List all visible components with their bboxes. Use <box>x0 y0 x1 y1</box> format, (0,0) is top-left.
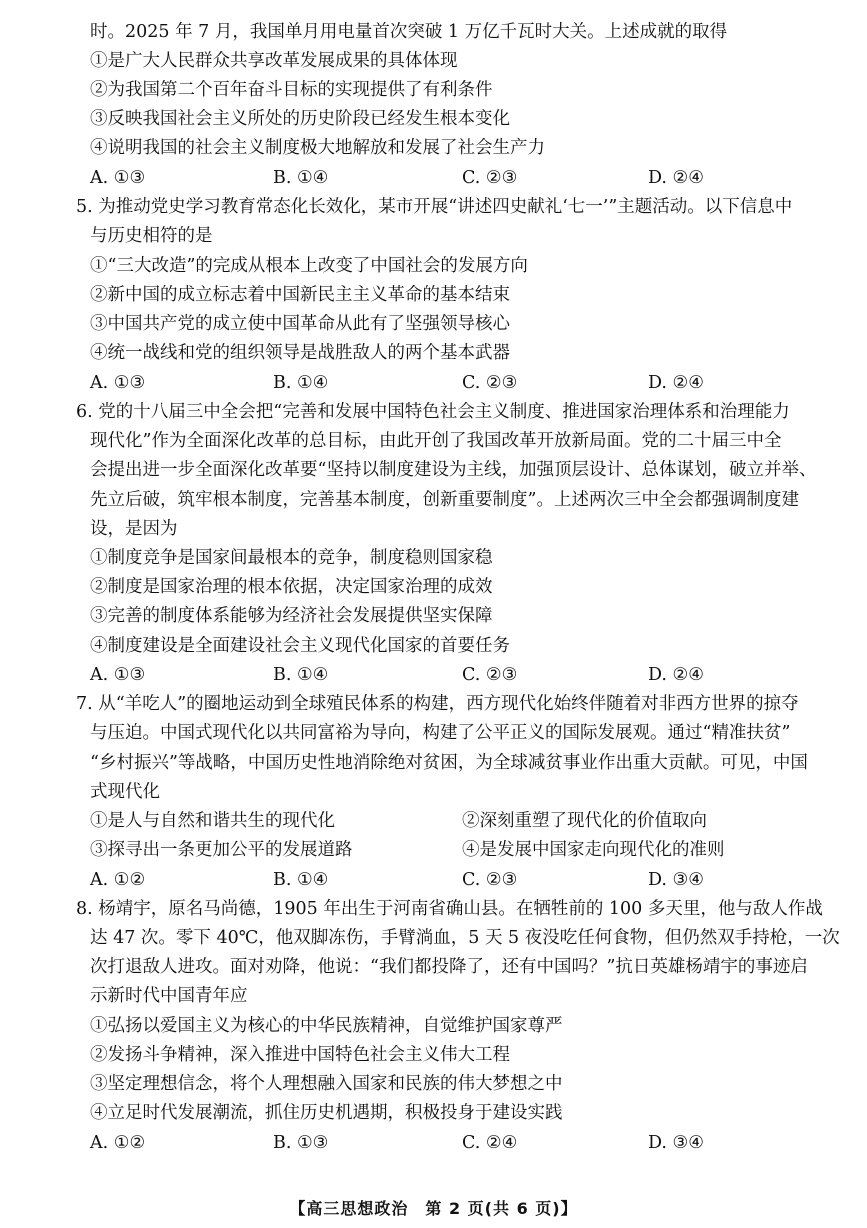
q7-items-row <box>90 809 830 833</box>
q6-stem-line: 先立后破，筑牢根本制度，完善基本制度，创新重要制度”。上述两次三中全会都强调制度建 <box>90 490 799 510</box>
q7-stem-line: 与压迫。中国式现代化以共同富裕为导向，构建了公平正义的国际发展观。通过“精准扶贫” <box>90 723 791 743</box>
q8-item: ①弘扬以爱国主义为核心的中华民族精神，自觉维护国家尊严 <box>90 1016 563 1036</box>
choice-a[interactable]: A. ①③ <box>90 665 146 685</box>
choice-c[interactable]: C. ②③ <box>462 870 518 890</box>
choice-b[interactable]: B. ①③ <box>273 1133 329 1153</box>
q7-stem-line: 7. 从“羊吃人”的圈地运动到全球殖民体系的构建，西方现代化始终伴随着对非西方世界的掠夺 <box>76 694 799 714</box>
choice-a[interactable]: A. ①② <box>90 1133 146 1153</box>
q6-stem-line: 现代化”作为全面深化改革的总目标，由此开创了我国改革开放新局面。党的二十届三中全 <box>90 431 782 451</box>
q6-item: ③完善的制度体系能够为经济社会发展提供坚实保障 <box>90 606 493 626</box>
q7-choices <box>90 868 830 892</box>
q8-stem-line: 次打退敌人进攻。面对劝降，他说：“我们都投降了，还有中国吗？”抗日英雄杨靖宇的事迹启 <box>90 957 808 977</box>
page-footer: 【高三思想政治 第 2 页(共 6 页)】 <box>289 1199 578 1218</box>
choice-a[interactable]: A. ①③ <box>90 168 146 188</box>
choice-a[interactable]: A. ①② <box>90 870 146 890</box>
choice-c[interactable]: C. ②③ <box>462 373 518 393</box>
choice-c[interactable]: C. ②③ <box>462 168 518 188</box>
q6-stem-line: 会提出进一步全面深化改革要“坚持以制度建设为主线，加强顶层设计、总体谋划，破立并举、 <box>90 460 817 480</box>
q6-stem-line: 6. 党的十八届三中全会把“完善和发展中国特色社会主义制度、推进国家治理体系和治理能力 <box>76 402 790 422</box>
q4-item: ③反映我国社会主义所处的历史阶段已经发生根本变化 <box>90 109 510 129</box>
choice-c[interactable]: C. ②④ <box>462 1133 518 1153</box>
q7-stem-line: 式现代化 <box>90 782 160 802</box>
q8-item: ④立足时代发展潮流，抓住历史机遇期，积极投身于建设实践 <box>90 1103 563 1123</box>
q7-item: ④是发展中国家走向现代化的准则 <box>462 840 725 860</box>
choice-d[interactable]: D. ②④ <box>648 665 704 685</box>
q5-item: ①“三大改造”的完成从根本上改变了中国社会的发展方向 <box>90 256 528 276</box>
q4-item: ①是广大人民群众共享改革发展成果的具体体现 <box>90 51 458 71</box>
q7-item: ①是人与自然和谐共生的现代化 <box>90 811 335 831</box>
q6-item: ①制度竞争是国家间最根本的竞争，制度稳则国家稳 <box>90 548 493 568</box>
q5-item: ③中国共产党的成立使中国革命从此有了坚强领导核心 <box>90 314 510 334</box>
choice-d[interactable]: D. ③④ <box>648 1133 704 1153</box>
choice-b[interactable]: B. ①④ <box>273 373 329 393</box>
q5-item: ②新中国的成立标志着中国新民主主义革命的基本结束 <box>90 285 510 305</box>
choice-d[interactable]: D. ③④ <box>648 870 704 890</box>
q6-item: ④制度建设是全面建设社会主义现代化国家的首要任务 <box>90 636 510 656</box>
q5-stem-line: 与历史相符的是 <box>90 226 213 246</box>
q7-stem-line: “乡村振兴”等战略，中国历史性地消除绝对贫困，为全球减贫事业作出重大贡献。可见，中国 <box>90 753 808 773</box>
q7-item: ③探寻出一条更加公平的发展道路 <box>90 840 353 860</box>
choice-b[interactable]: B. ①④ <box>273 665 329 685</box>
choice-d[interactable]: D. ②④ <box>648 168 704 188</box>
q4-item: ④说明我国的社会主义制度极大地解放和发展了社会生产力 <box>90 138 545 158</box>
q8-stem-line: 示新时代中国青年应 <box>90 986 248 1006</box>
q5-choices <box>90 371 830 395</box>
q4-choices <box>90 166 830 190</box>
q4-stem-line: 时。2025 年 7 月，我国单月用电量首次突破 1 万亿千瓦时大关。上述成就的取得 <box>90 22 728 42</box>
q6-choices <box>90 663 830 687</box>
q8-stem-line: 8. 杨靖宇，原名马尚德，1905 年出生于河南省确山县。在牺牲前的 100 多天里，他与敌人作战 <box>76 899 823 919</box>
q6-stem-line: 设，是因为 <box>90 519 178 539</box>
choice-c[interactable]: C. ②③ <box>462 665 518 685</box>
q4-item: ②为我国第二个百年奋斗目标的实现提供了有利条件 <box>90 80 493 100</box>
choice-b[interactable]: B. ①④ <box>273 870 329 890</box>
q8-item: ③坚定理想信念，将个人理想融入国家和民族的伟大梦想之中 <box>90 1074 563 1094</box>
q7-items-row <box>90 838 830 862</box>
choice-b[interactable]: B. ①④ <box>273 168 329 188</box>
q5-stem-line: 5. 为推动党史学习教育常态化长效化，某市开展“讲述四史献礼‘七一’”主题活动。以下信息中 <box>76 197 793 217</box>
choice-a[interactable]: A. ①③ <box>90 373 146 393</box>
q8-item: ②发扬斗争精神，深入推进中国特色社会主义伟大工程 <box>90 1045 510 1065</box>
q8-choices <box>90 1131 830 1155</box>
q5-item: ④统一战线和党的组织领导是战胜敌人的两个基本武器 <box>90 343 510 363</box>
choice-d[interactable]: D. ②④ <box>648 373 704 393</box>
q7-item: ②深刻重塑了现代化的价值取向 <box>462 811 707 831</box>
q8-stem-line: 达 47 次。零下 40℃，他双脚冻伤，手臂淌血，5 天 5 夜没吃任何食物，但仍然双手持枪，一次 <box>90 928 840 948</box>
q6-item: ②制度是国家治理的根本依据，决定国家治理的成效 <box>90 577 493 597</box>
